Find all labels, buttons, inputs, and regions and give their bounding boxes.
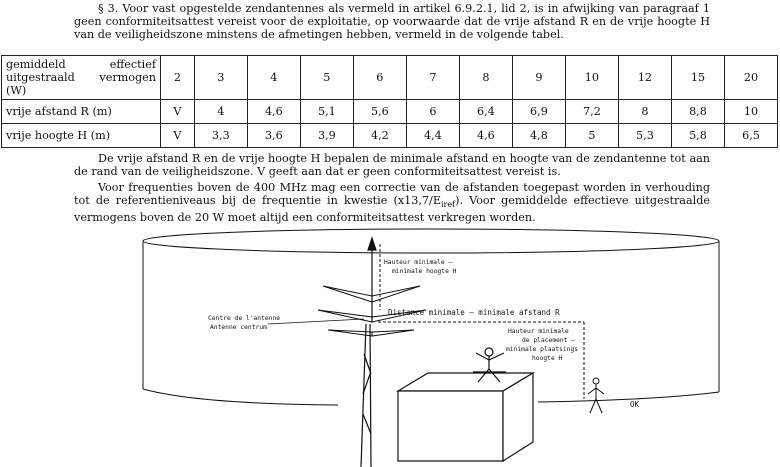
table-cell: 5,8 (671, 124, 724, 148)
table-cell: 3,9 (300, 124, 353, 148)
table-cell: 4,6 (247, 100, 300, 124)
table-cell: 5,1 (300, 100, 353, 124)
table-header-label-text: gemiddeld effectief uitgestraald vermogen (W) (6, 58, 156, 97)
frequency-text-after: ). Voor gemiddelde effectieve uitgestraalde vermogens boven de 20 W moet altijd een conformiteitsattest verkregen worden. (74, 194, 710, 225)
intro-paragraph: § 3. Voor vast opgestelde zendantennes als vermeld in artikel 6.9.2.1, lid 2, is in afwijking van paragraaf 1 geen conformiteitsattest vereist voor de exploitatie, op voorwaarde dat de vrije afstand R en de vrije hoogte H van de veiligheidszone minstens de afmetingen hebben, vermeld in de volgende tabel. (74, 2, 710, 41)
distance-label: Distance minimale – minimale afstand R (388, 308, 560, 317)
person-outside (588, 378, 604, 413)
col-9: 9 (512, 56, 565, 100)
col-12: 12 (618, 56, 671, 100)
col-8: 8 (459, 56, 512, 100)
table-cell: 4,6 (459, 124, 512, 148)
table-cell: 8 (618, 100, 671, 124)
frequency-text-before: Voor frequenties boven de 400 MHz mag een correctie van de afstanden toegepast worden in verhouding tot de referentieniveaus bij de frequentie in kwestie (x13,7/E (74, 181, 710, 207)
placement-label-3: minimale plaatsings (506, 346, 579, 353)
table-header-row (2, 56, 778, 100)
table-cell: 6,9 (512, 100, 565, 124)
col-7: 7 (406, 56, 459, 100)
centre-label-nl: Antenne centrum (210, 324, 267, 331)
col-10: 10 (565, 56, 618, 100)
placement-label-2: de placement – (522, 337, 576, 344)
centre-label-fr: Centre de l'antenne (208, 315, 281, 322)
frequency-paragraph (74, 181, 710, 224)
table-cell: 6,4 (459, 100, 512, 124)
col-20: 20 (724, 56, 777, 100)
table-row-hoogte (2, 124, 778, 148)
table-cell: V (161, 124, 195, 148)
table-cell: 4,4 (406, 124, 459, 148)
col-6: 6 (353, 56, 406, 100)
safety-zone-diagram (138, 224, 780, 467)
ok-label: OK (630, 400, 640, 409)
hauteur-label-nl: minimale hoogte H (392, 268, 457, 275)
table-cell: 10 (724, 100, 777, 124)
frequency-subscript: iref (441, 200, 456, 210)
table-cell: 7,2 (565, 100, 618, 124)
table-header-label (2, 56, 161, 100)
table-cell: 5,3 (618, 124, 671, 148)
table-cell: 4,8 (512, 124, 565, 148)
table-cell: 4,2 (353, 124, 406, 148)
table-cell: 6,5 (724, 124, 777, 148)
table-cell: 3,3 (194, 124, 247, 148)
row-label-afstand: vrije afstand R (m) (2, 100, 161, 124)
row-label-hoogte: vrije hoogte H (m) (2, 124, 161, 148)
table-cell: 5 (565, 124, 618, 148)
col-2: 2 (161, 56, 195, 100)
safety-zone-table (1, 55, 778, 148)
antenna-mast (361, 238, 376, 467)
col-3: 3 (194, 56, 247, 100)
col-5: 5 (300, 56, 353, 100)
hauteur-label-fr: Hauteur minimale – (384, 259, 453, 266)
building-box (398, 373, 533, 461)
table-row-afstand (2, 100, 778, 124)
table-cell: 4 (194, 100, 247, 124)
table-cell: 6 (406, 100, 459, 124)
table-cell: 5,6 (353, 100, 406, 124)
table-cell: 8,8 (671, 100, 724, 124)
placement-label-4: hoogte H (532, 355, 563, 362)
placement-label-1: Hauteur minimale (508, 328, 569, 335)
table-cell: V (161, 100, 195, 124)
col-4: 4 (247, 56, 300, 100)
centre-pointer (268, 319, 364, 324)
table-cell: 3,6 (247, 124, 300, 148)
explanation-paragraph: De vrije afstand R en de vrije hoogte H bepalen de minimale afstand en hoogte van de zendantenne tot aan de rand van de veiligheidszone. V geeft aan dat er geen conformiteitsattest vereist is. (74, 152, 710, 178)
col-15: 15 (671, 56, 724, 100)
